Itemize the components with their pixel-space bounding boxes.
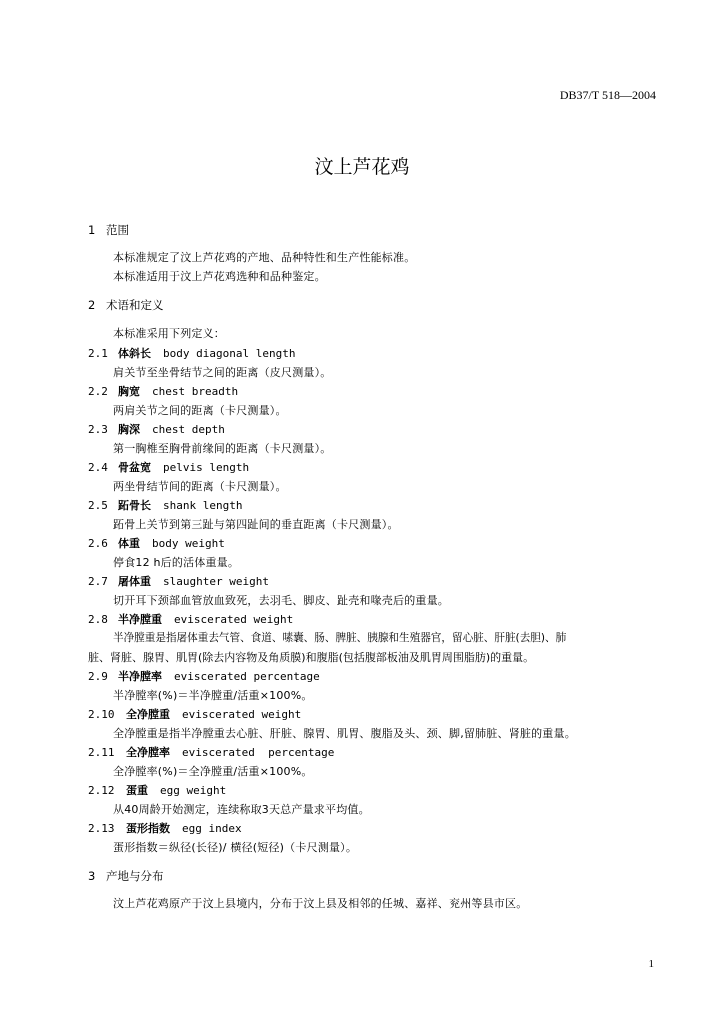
term-heading bbox=[88, 744, 334, 760]
term-cn: 蛋重 bbox=[126, 784, 148, 797]
term-en: chest depth bbox=[152, 423, 225, 436]
term-number: 2.3 bbox=[88, 423, 108, 436]
section-number: 1 bbox=[88, 223, 96, 237]
term-cn: 体斜长 bbox=[118, 347, 151, 360]
term-cn: 全净膛率 bbox=[126, 746, 170, 759]
page-number: 1 bbox=[648, 958, 654, 970]
term-number: 2.4 bbox=[88, 461, 108, 474]
term-heading bbox=[88, 611, 293, 627]
term-definition: 停食12 h后的活体重量。 bbox=[113, 556, 240, 569]
term-heading bbox=[88, 383, 238, 399]
term-cn: 胸宽 bbox=[118, 385, 140, 398]
term-number: 2.13 bbox=[88, 822, 115, 835]
term-definition-continued: 脏、肾脏、腺胃、肌胃(除去内容物及角质膜)和腹脂(包括腹部板油及肌胃周围脂肪)的重量。 bbox=[88, 651, 535, 664]
section-heading-origin bbox=[88, 868, 164, 884]
page-title: 汶上芦花鸡 bbox=[314, 156, 410, 178]
term-cn: 屠体重 bbox=[118, 575, 151, 588]
term-definition: 全净膛率(%)＝全净膛重/活重×100%。 bbox=[113, 765, 313, 778]
term-number: 2.5 bbox=[88, 499, 108, 512]
term-definition: 全净膛重是指半净膛重去心脏、肝脏、腺胃、肌胃、腹脂及头、颈、脚,留肺脏、肾脏的重量。 bbox=[113, 727, 576, 740]
term-number: 2.7 bbox=[88, 575, 108, 588]
term-cn: 半净膛率 bbox=[118, 670, 162, 683]
term-definition: 半净膛率(%)＝半净膛重/活重×100%。 bbox=[113, 689, 313, 702]
term-definition: 两坐骨结节间的距离（卡尺测量）。 bbox=[113, 480, 287, 493]
term-heading bbox=[88, 497, 242, 513]
paragraph: 汶上芦花鸡原产于汶上县境内，分布于汶上县及相邻的任城、嘉祥、兖州等县市区。 bbox=[113, 897, 528, 910]
term-definition: 肩关节至坐骨结节之间的距离（皮尺测量）。 bbox=[113, 366, 332, 379]
term-definition: 第一胸椎至胸骨前缘间的距离（卡尺测量）。 bbox=[113, 442, 332, 455]
term-number: 2.1 bbox=[88, 347, 108, 360]
term-cn: 蛋形指数 bbox=[126, 822, 170, 835]
term-heading bbox=[88, 421, 225, 437]
paragraph: 本标准适用于汶上芦花鸡选种和品种鉴定。 bbox=[113, 270, 326, 283]
section-title: 产地与分布 bbox=[106, 869, 164, 883]
term-number: 2.11 bbox=[88, 746, 115, 759]
term-number: 2.8 bbox=[88, 613, 108, 626]
term-heading bbox=[88, 535, 225, 551]
term-heading bbox=[88, 459, 249, 475]
section-heading-scope bbox=[88, 222, 129, 238]
term-en: eviscerated percentage bbox=[174, 670, 320, 683]
term-heading bbox=[88, 668, 320, 684]
document-number: DB37/T 518—2004 bbox=[559, 88, 656, 102]
term-cn: 全净膛重 bbox=[126, 708, 170, 721]
term-heading bbox=[88, 706, 301, 722]
term-heading bbox=[88, 573, 269, 589]
term-definition: 两肩关节之间的距离（卡尺测量）。 bbox=[113, 404, 287, 417]
term-definition: 从40周龄开始测定，连续称取3天总产量求平均值。 bbox=[113, 803, 370, 816]
term-cn: 跖骨长 bbox=[118, 499, 151, 512]
term-heading bbox=[88, 345, 295, 361]
term-en: egg weight bbox=[160, 784, 227, 797]
term-number: 2.6 bbox=[88, 537, 108, 550]
section-heading-terms bbox=[88, 297, 164, 313]
term-en: shank length bbox=[163, 499, 243, 512]
term-en: body diagonal length bbox=[163, 347, 296, 360]
term-definition: 蛋形指数＝纵径(长径)/ 横径(短径)（卡尺测量）。 bbox=[113, 841, 358, 854]
section-title: 范围 bbox=[106, 223, 129, 237]
term-en: slaughter weight bbox=[163, 575, 269, 588]
section-number: 2 bbox=[88, 298, 96, 312]
term-heading bbox=[88, 782, 226, 798]
term-cn: 体重 bbox=[118, 537, 140, 550]
section-number: 3 bbox=[88, 869, 96, 883]
term-cn: 骨盆宽 bbox=[118, 461, 151, 474]
term-number: 2.12 bbox=[88, 784, 115, 797]
term-en: eviscerated weight bbox=[182, 708, 302, 721]
term-number: 2.2 bbox=[88, 385, 108, 398]
paragraph: 本标准规定了汶上芦花鸡的产地、品种特性和生产性能标准。 bbox=[113, 251, 416, 264]
term-en: chest breadth bbox=[152, 385, 239, 398]
term-definition: 切开耳下颈部血管放血致死，去羽毛、脚皮、趾壳和喙壳后的重量。 bbox=[113, 594, 449, 607]
paragraph: 本标准采用下列定义： bbox=[113, 327, 225, 340]
term-definition: 半净膛重是指屠体重去气管、食道、嗉囊、肠、脾脏、胰腺和生殖器官，留心脏、肝脏(去胆)、肺 bbox=[113, 632, 567, 644]
term-number: 2.9 bbox=[88, 670, 108, 683]
term-cn: 胸深 bbox=[118, 423, 140, 436]
term-heading bbox=[88, 820, 242, 836]
term-number: 2.10 bbox=[88, 708, 115, 721]
term-definition: 跖骨上关节到第三趾与第四趾间的垂直距离（卡尺测量）。 bbox=[113, 518, 399, 531]
term-cn: 半净膛重 bbox=[118, 613, 162, 626]
term-en: eviscerated weight bbox=[174, 613, 294, 626]
term-en: pelvis length bbox=[163, 461, 250, 474]
section-title: 术语和定义 bbox=[106, 298, 164, 312]
term-en: egg index bbox=[182, 822, 242, 835]
term-en: body weight bbox=[152, 537, 225, 550]
term-en: eviscerated percentage bbox=[182, 746, 335, 759]
